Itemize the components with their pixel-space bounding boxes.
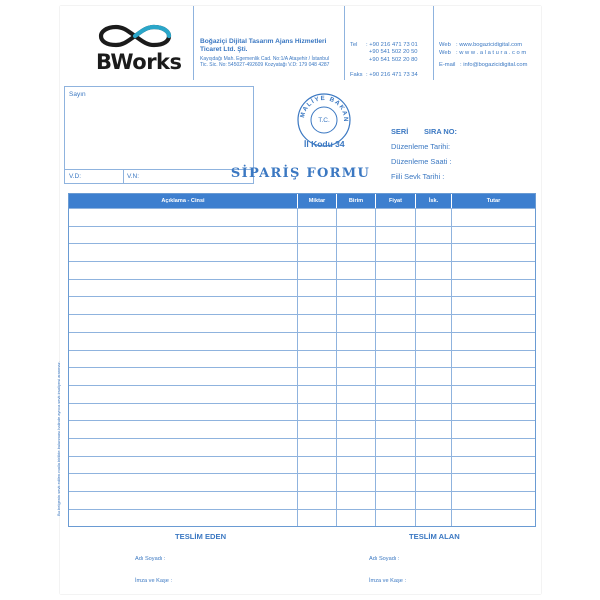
web-value: : w w w . a l a t u r a . c o m xyxy=(456,50,527,56)
table-row[interactable] xyxy=(69,226,535,244)
vd-label: V.D: xyxy=(69,173,82,180)
web-value: : www.bogazicidigital.com xyxy=(456,42,523,48)
table-row[interactable] xyxy=(69,385,535,403)
sayin-label: Sayın xyxy=(69,91,86,98)
table-row[interactable] xyxy=(69,279,535,297)
col-iskonto: İsk. xyxy=(415,194,451,208)
seri-label: SERİ xyxy=(391,127,409,136)
web-label: Web xyxy=(439,42,451,48)
sira-no-label: SIRA NO: xyxy=(424,127,457,136)
table-row[interactable] xyxy=(69,509,535,527)
vn-label: V.N: xyxy=(127,173,140,180)
fax-number: : +90 216 471 73 34 xyxy=(366,72,418,78)
table-row[interactable] xyxy=(69,456,535,474)
page-title: SİPARİŞ FORMU xyxy=(230,166,371,181)
phone-number: : +90 216 471 73 01 xyxy=(366,42,418,48)
fiili-sevk-label: Fiili Sevk Tarihi : xyxy=(391,172,445,181)
column-divider xyxy=(297,208,298,526)
column-divider xyxy=(336,208,337,526)
company-address: Kayışdağı Mah. Egemenlik Cad. No:1/A Ataşehir / İstanbul xyxy=(200,56,329,62)
company-registry: Tic. Sic. No: 545027-492609 Kozyatağı V.D: 179 048 4287 xyxy=(200,62,330,69)
duzenleme-tarihi-label: Düzenleme Tarihi: xyxy=(391,142,451,151)
table-row[interactable] xyxy=(69,208,535,226)
seal-arc-text: MALİYE BAKAN xyxy=(299,94,350,123)
phone-numbers xyxy=(366,42,418,64)
logo-wordmark: BWorks xyxy=(96,50,182,74)
duzenleme-saati-label: Düzenleme Saati : xyxy=(391,157,452,166)
tel-label: Tel xyxy=(350,42,358,48)
table-row[interactable] xyxy=(69,314,535,332)
side-note: Bu belgenin sevk edilen malla birlikte bulunması halinde ayrıca sevk irsaliyesi aranmaz. xyxy=(56,361,61,516)
teslim-eden-imza: İmza ve Kaşe : xyxy=(135,578,172,584)
order-table[interactable] xyxy=(68,193,536,527)
table-row[interactable] xyxy=(69,243,535,261)
fax-label: Faks xyxy=(350,72,363,78)
header-divider xyxy=(433,6,434,80)
table-body[interactable] xyxy=(69,208,535,526)
table-row[interactable] xyxy=(69,473,535,491)
table-row[interactable] xyxy=(69,332,535,350)
company-info xyxy=(200,38,348,69)
email-label: E-mail xyxy=(439,62,456,68)
teslim-alan-adi-soyadi: Adı Soyadı : xyxy=(369,556,400,562)
phone-number: +90 541 502 20 80 xyxy=(369,56,418,63)
table-row[interactable] xyxy=(69,438,535,456)
table-row[interactable] xyxy=(69,367,535,385)
infinity-logo-icon xyxy=(98,22,172,50)
teslim-eden-adi-soyadi: Adı Soyadı : xyxy=(135,556,166,562)
column-divider xyxy=(375,208,376,526)
company-name-line2: Ticaret Ltd. Şti. xyxy=(200,46,248,53)
order-form-page xyxy=(56,6,541,594)
company-name: Boğaziçi Dijital Tasarım Ajans Hizmetleri xyxy=(200,38,327,45)
column-divider xyxy=(415,208,416,526)
teslim-eden-heading: TESLİM EDEN xyxy=(175,532,227,541)
phone-number: +90 541 502 20 50 xyxy=(369,49,418,56)
table-row[interactable] xyxy=(69,296,535,314)
company-logo xyxy=(96,20,216,76)
table-row[interactable] xyxy=(69,403,535,421)
column-divider xyxy=(451,208,452,526)
table-row[interactable] xyxy=(69,420,535,438)
table-row[interactable] xyxy=(69,261,535,279)
phone-block xyxy=(350,42,357,49)
email-value: : info@bogazicidigital.com xyxy=(460,62,528,68)
seal-center-text: T.C. xyxy=(318,117,330,124)
teslim-alan-heading: TESLİM ALAN xyxy=(409,532,460,541)
il-kodu: İl Kodu 34 xyxy=(304,139,345,149)
table-row[interactable] xyxy=(69,350,535,368)
col-miktar: Miktar xyxy=(297,194,336,208)
col-fiyat: Fiyat xyxy=(375,194,415,208)
web-label: Web xyxy=(439,50,451,56)
col-tutar: Tutar xyxy=(451,194,535,208)
teslim-alan-imza: İmza ve Kaşe : xyxy=(369,578,406,584)
table-header xyxy=(69,194,535,208)
col-aciklama: Açıklama - Cinsi xyxy=(161,198,205,204)
table-row[interactable] xyxy=(69,491,535,509)
col-birim: Birim xyxy=(336,194,375,208)
